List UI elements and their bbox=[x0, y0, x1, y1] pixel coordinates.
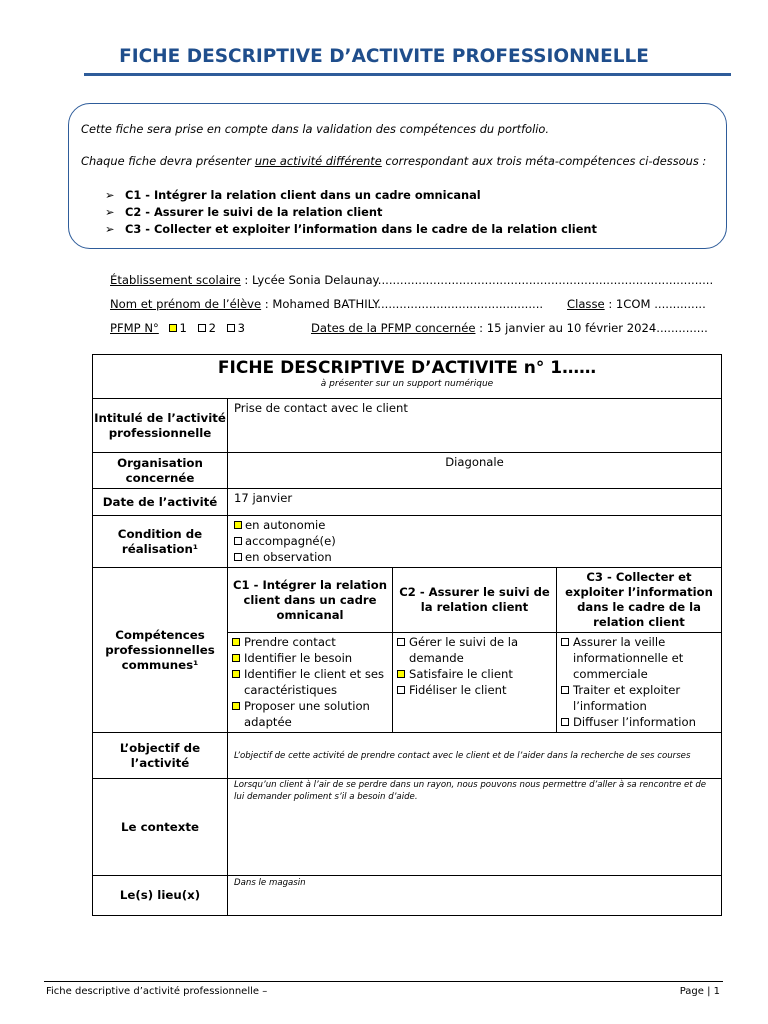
dates-value: : 15 janvier au 10 février 2024.............. bbox=[475, 321, 708, 335]
c3-list bbox=[557, 633, 722, 733]
pfmp-label: PFMP N° bbox=[110, 321, 159, 335]
intro-line-2-start: Chaque fiche devra présenter bbox=[81, 154, 255, 168]
c1-item[interactable] bbox=[232, 634, 388, 650]
observation-label: en observation bbox=[245, 550, 332, 564]
condition-options bbox=[228, 516, 722, 568]
pfmp-3-label: 3 bbox=[237, 321, 246, 335]
c2-item-label: Satisfaire le client bbox=[409, 667, 513, 681]
observation-checkbox[interactable] bbox=[234, 553, 242, 561]
c2-checkbox[interactable] bbox=[397, 686, 405, 694]
c3-checkbox[interactable] bbox=[561, 686, 569, 694]
date-value[interactable]: 17 janvier bbox=[228, 489, 722, 516]
arrow-bullet-icon: ➢ bbox=[105, 205, 115, 219]
lieu-label: Le(s) lieu(x) bbox=[93, 876, 228, 916]
contexte-label: Le contexte bbox=[93, 779, 228, 876]
c3-item[interactable] bbox=[561, 634, 717, 682]
page-title: FICHE DESCRIPTIVE D’ACTIVITE PROFESSIONNELLE bbox=[119, 46, 649, 67]
c1-checkbox[interactable] bbox=[232, 638, 240, 646]
intro-line-2 bbox=[81, 154, 706, 168]
intro-bullet-c3 bbox=[105, 222, 597, 236]
c1-list bbox=[228, 633, 393, 733]
pfmp-2-checkbox[interactable] bbox=[198, 324, 206, 332]
intro-line-2-underlined: une activité différente bbox=[254, 154, 382, 168]
contexte-value[interactable]: Lorsqu’un client à l’air de se perdre dans un rayon, nous pouvons nous permettre d’aller à sa rencontre et de lui demander poliment s’il a besoin d’aide. bbox=[228, 779, 722, 876]
pfmp-1-checkbox[interactable] bbox=[169, 324, 177, 332]
pfmp-2-label: 2 bbox=[208, 321, 216, 335]
c3-item[interactable] bbox=[561, 682, 717, 714]
c2-item-label: Gérer le suivi de la demande bbox=[409, 635, 519, 665]
intro-bullet-c3-text: C3 - Collecter et exploiter l’information dans le cadre de la relation client bbox=[125, 222, 597, 236]
c2-item[interactable] bbox=[397, 666, 552, 682]
c3-item-label: Traiter et exploiter l’information bbox=[573, 683, 681, 713]
c2-checkbox[interactable] bbox=[397, 638, 405, 646]
c3-checkbox[interactable] bbox=[561, 718, 569, 726]
condition-observation[interactable] bbox=[234, 549, 715, 565]
c1-checkbox[interactable] bbox=[232, 670, 240, 678]
intitule-label: Intitulé de l’activité professionnelle bbox=[93, 399, 228, 453]
eleve-line bbox=[110, 297, 543, 311]
competences-label: Compétences professionnelles communes¹ bbox=[93, 568, 228, 733]
c1-item[interactable] bbox=[232, 698, 388, 730]
etablissement-label: Établissement scolaire bbox=[110, 273, 241, 287]
c3-item-label: Diffuser l’information bbox=[573, 715, 696, 729]
footer-divider bbox=[44, 981, 723, 982]
pfmp-line bbox=[110, 321, 245, 335]
c1-item[interactable] bbox=[232, 650, 388, 666]
c1-item-label: Identifier le client et ses caractéristiques bbox=[244, 667, 385, 697]
c3-item[interactable] bbox=[561, 714, 717, 730]
arrow-bullet-icon: ➢ bbox=[105, 188, 115, 202]
pfmp-3-checkbox[interactable] bbox=[227, 324, 235, 332]
intro-line-2-end: correspondant aux trois méta-compétences ci-dessous : bbox=[381, 154, 707, 168]
intro-bullet-c1-text: C1 - Intégrer la relation client dans un cadre omnicanal bbox=[125, 188, 481, 202]
etablissement-value: : Lycée Sonia Delaunay........................................................................................... bbox=[240, 273, 714, 287]
c1-item-label: Proposer une solution adaptée bbox=[244, 699, 370, 729]
fiche-title: FICHE DESCRIPTIVE D’ACTIVITE n° 1…… bbox=[217, 358, 597, 378]
condition-label: Condition de réalisation¹ bbox=[93, 516, 228, 568]
c2-header: C2 - Assurer le suivi de la relation client bbox=[393, 568, 557, 633]
title-underline bbox=[84, 73, 731, 76]
c1-checkbox[interactable] bbox=[232, 654, 240, 662]
etablissement-line bbox=[110, 273, 713, 287]
footer-title: Fiche descriptive d’activité professionnelle – bbox=[46, 986, 268, 997]
intitule-value[interactable]: Prise de contact avec le client bbox=[228, 399, 722, 453]
intro-line-1: Cette fiche sera prise en compte dans la validation des compétences du portfolio. bbox=[81, 122, 550, 136]
condition-autonomie[interactable] bbox=[234, 517, 715, 533]
intro-bullet-c1 bbox=[105, 188, 481, 202]
fiche-header bbox=[93, 355, 722, 399]
arrow-bullet-icon: ➢ bbox=[105, 222, 115, 236]
eleve-label: Nom et prénom de l’élève bbox=[110, 297, 262, 311]
intro-bullet-c2 bbox=[105, 205, 382, 219]
accompagne-checkbox[interactable] bbox=[234, 537, 242, 545]
fiche-subtitle: à présenter sur un support numérique bbox=[320, 379, 494, 389]
c2-item[interactable] bbox=[397, 634, 552, 666]
eleve-value: : Mohamed BATHILY............................................. bbox=[261, 297, 544, 311]
dates-label: Dates de la PFMP concernée bbox=[311, 321, 476, 335]
condition-accompagne[interactable] bbox=[234, 533, 715, 549]
c2-list bbox=[393, 633, 557, 733]
date-label: Date de l’activité bbox=[93, 489, 228, 516]
autonomie-label: en autonomie bbox=[245, 518, 326, 532]
fiche-table bbox=[92, 354, 722, 916]
classe-label: Classe bbox=[567, 297, 605, 311]
organisation-label: Organisation concernée bbox=[93, 453, 228, 489]
objectif-label: L’objectif de l’activité bbox=[93, 733, 228, 779]
lieu-value[interactable]: Dans le magasin bbox=[228, 876, 722, 916]
objectif-value[interactable]: L’objectif de cette activité de prendre contact avec le client et de l’aider dans la recherche de ses courses bbox=[228, 733, 722, 779]
classe-line bbox=[567, 297, 706, 311]
autonomie-checkbox[interactable] bbox=[234, 521, 242, 529]
c1-header: C1 - Intégrer la relation client dans un cadre omnicanal bbox=[228, 568, 393, 633]
pfmp-1-label: 1 bbox=[179, 321, 187, 335]
c3-checkbox[interactable] bbox=[561, 638, 569, 646]
c3-header: C3 - Collecter et exploiter l’information dans le cadre de la relation client bbox=[557, 568, 722, 633]
accompagne-label: accompagné(e) bbox=[245, 534, 336, 548]
c1-checkbox[interactable] bbox=[232, 702, 240, 710]
c2-item[interactable] bbox=[397, 682, 552, 698]
c2-item-label: Fidéliser le client bbox=[409, 683, 507, 697]
c1-item-label: Prendre contact bbox=[244, 635, 336, 649]
c2-checkbox[interactable] bbox=[397, 670, 405, 678]
classe-value: : 1COM .............. bbox=[604, 297, 706, 311]
dates-line bbox=[311, 321, 708, 335]
c1-item-label: Identifier le besoin bbox=[244, 651, 353, 665]
intro-bullet-c2-text: C2 - Assurer le suivi de la relation client bbox=[125, 205, 383, 219]
c1-item[interactable] bbox=[232, 666, 388, 698]
c3-item-label: Assurer la veille informationnelle et commerciale bbox=[573, 635, 684, 681]
intro-box bbox=[68, 103, 727, 249]
organisation-value[interactable]: Diagonale bbox=[228, 453, 722, 489]
page-number: Page | 1 bbox=[679, 986, 720, 997]
